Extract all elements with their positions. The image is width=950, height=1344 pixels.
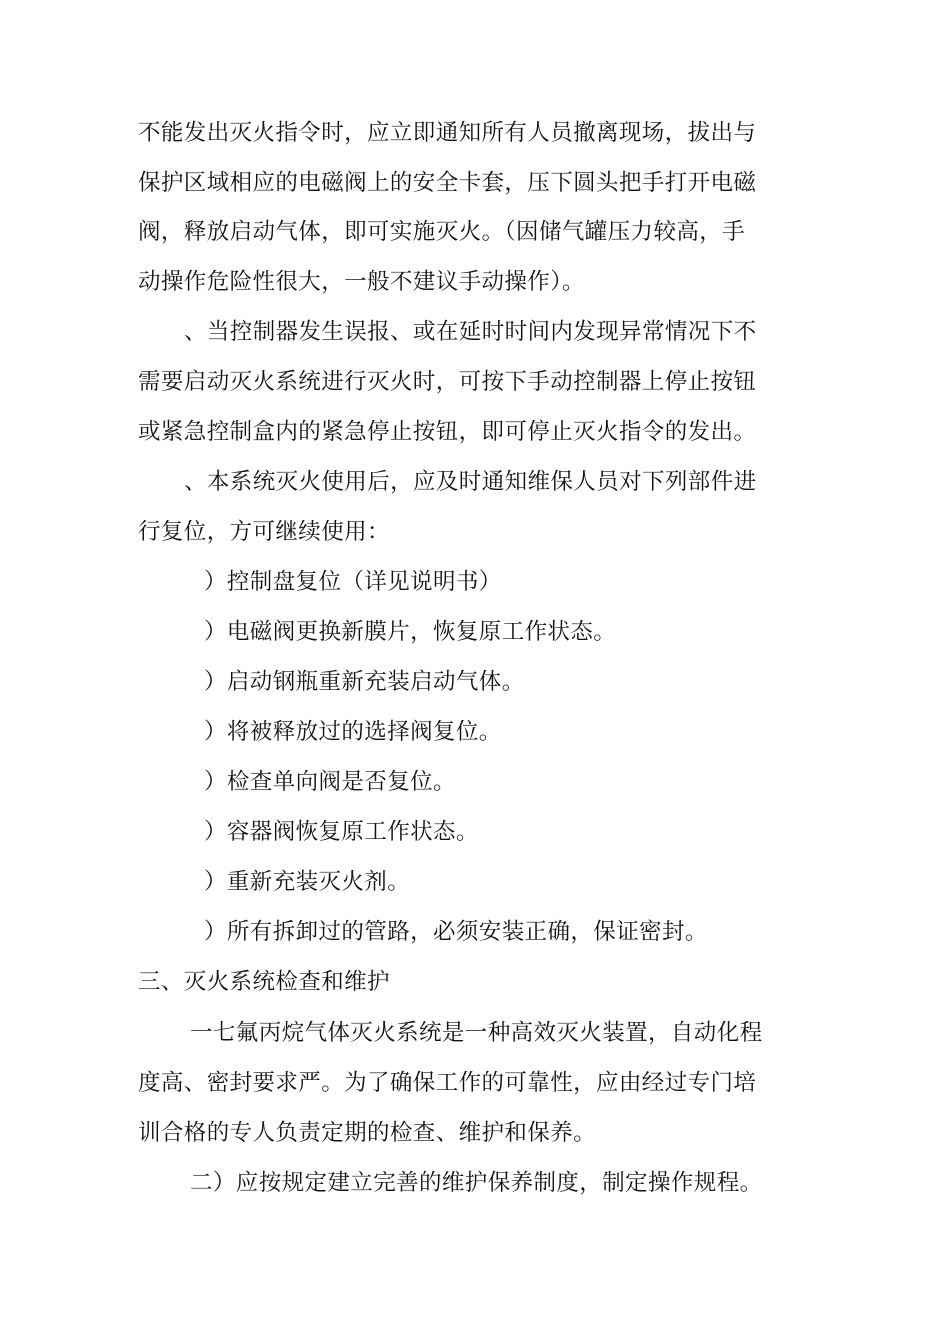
- section-heading: 三、灭火系统检查和维护: [138, 969, 390, 995]
- list-item: ）将被释放过的选择阀复位。: [204, 719, 502, 745]
- paragraph-line: 行复位，方可继续使用：: [138, 519, 390, 545]
- list-item: ）电磁阀更换新膜片，恢复原工作状态。: [204, 619, 617, 645]
- paragraph-line: 训合格的专人负责定期的检查、维护和保养。: [138, 1120, 597, 1146]
- list-item: ）所有拆卸过的管路，必须安装正确，保证密封。: [204, 919, 708, 945]
- list-item: ）重新充装灭火剂。: [204, 869, 411, 895]
- paragraph-line: 保护区域相应的电磁阀上的安全卡套，压下圆头把手打开电磁: [138, 170, 757, 196]
- paragraph-line: 不能发出灭火指令时，应立即通知所有人员撤离现场，拔出与: [138, 120, 757, 146]
- list-item: ）检查单向阀是否复位。: [204, 769, 456, 795]
- paragraph-line: 度高、密封要求严。为了确保工作的可靠性，应由经过专门培: [138, 1070, 757, 1096]
- list-item: ）控制盘复位（详见说明书）: [204, 569, 502, 595]
- list-item: ）容器阀恢复原工作状态。: [204, 819, 479, 845]
- paragraph-line: 、本系统灭火使用后，应及时通知维保人员对下列部件进: [184, 469, 757, 495]
- list-item: ）启动钢瓶重新充装启动气体。: [204, 669, 525, 695]
- paragraph-line: 或紧急控制盒内的紧急停止按钮，即可停止灭火指令的发出。: [138, 419, 757, 445]
- paragraph-line: 阀，释放启动气体，即可实施灭火。（因储气罐压力较高，手: [138, 219, 746, 245]
- paragraph-line: 、当控制器发生误报、或在延时时间内发现异常情况下不: [184, 319, 757, 345]
- paragraph-line: 一七氟丙烷气体灭火系统是一种高效灭火装置，自动化程: [190, 1020, 763, 1046]
- paragraph-line: 需要启动灭火系统进行灭火时，可按下手动控制器上停止按钮: [138, 369, 757, 395]
- paragraph-line: 二）应按规定建立完善的维护保养制度，制定操作规程。: [190, 1170, 763, 1196]
- paragraph-line: 动操作危险性很大，一般不建议手动操作）。: [138, 269, 585, 295]
